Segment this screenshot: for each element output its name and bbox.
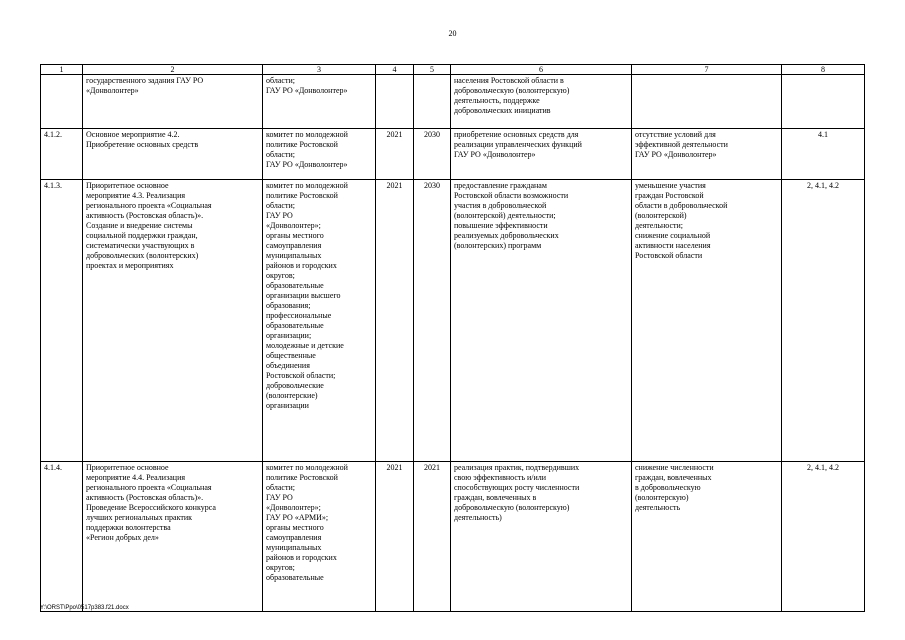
end-year: 2030 [414, 129, 451, 180]
activity-name: Приоритетное основное мероприятие 4.3. Реализация регионального проекта «Социальная активность (Ростовская область)». Создание и внедрение системы социальной поддержки граждан, систематически участвующих в добровольческих (волонтерских) проектах и мероприятиях [83, 180, 263, 462]
column-header: 1 [41, 65, 83, 75]
table-header-row [41, 65, 865, 75]
executor: комитет по молодежной политике Ростовской области; ГАУ РО «Донволонтер» [263, 129, 376, 180]
end-year: 2030 [414, 180, 451, 462]
column-header: 2 [83, 65, 263, 75]
row-number: 4.1.2. [41, 129, 83, 180]
program-activities-table [40, 64, 865, 612]
non-implementation-consequence: отсутствие условий для эффективной деятельности ГАУ РО «Донволонтер» [632, 129, 782, 180]
end-year: 2021 [414, 462, 451, 612]
expected-result: населения Ростовской области в добровольческую (волонтерскую) деятельность, поддержке добровольческих инициатив [451, 75, 632, 129]
table-row [41, 75, 865, 129]
column-header: 7 [632, 65, 782, 75]
activity-name: Приоритетное основное мероприятие 4.4. Реализация регионального проекта «Социальная активность (Ростовская область)». Проведение Всероссийского конкурса лучших региональных практик поддержки волонтерства «Регион добрых дел» [83, 462, 263, 612]
table-row [41, 180, 865, 462]
start-year: 2021 [376, 129, 414, 180]
row-number: 4.1.4. [41, 462, 83, 612]
indicator-link [782, 75, 865, 129]
activity-name: Основное мероприятие 4.2. Приобретение основных средств [83, 129, 263, 180]
executor: комитет по молодежной политике Ростовской области; ГАУ РО «Донволонтер»; ГАУ РО «АРМИ»; органы местного самоуправления муниципальных районов и городских округов; образовательные [263, 462, 376, 612]
start-year: 2021 [376, 462, 414, 612]
table-row [41, 462, 865, 612]
executor: области; ГАУ РО «Донволонтер» [263, 75, 376, 129]
non-implementation-consequence [632, 75, 782, 129]
start-year: 2021 [376, 180, 414, 462]
end-year [414, 75, 451, 129]
non-implementation-consequence: снижение численности граждан, вовлеченных в добровольческую (волонтерскую) деятельность [632, 462, 782, 612]
page-number: 20 [448, 29, 457, 38]
executor: комитет по молодежной политике Ростовской области; ГАУ РО «Донволонтер»; органы местного самоуправления муниципальных районов и городских округов; образовательные организации высшего образования; профессиональные образовательные организации; молодежные и детские общественные объединения Ростовской области; добровольческие (волонтерские) организации [263, 180, 376, 462]
column-header: 8 [782, 65, 865, 75]
expected-result: приобретение основных средств для реализации управленческих функций ГАУ РО «Донволонтер» [451, 129, 632, 180]
column-header: 5 [414, 65, 451, 75]
start-year [376, 75, 414, 129]
table-row [41, 129, 865, 180]
indicator-link: 2, 4.1, 4.2 [782, 462, 865, 612]
file-path-footer: Y:\ORST\Ppo\0517p383.f21.docx [40, 605, 129, 611]
expected-result: реализация практик, подтвердивших свою эффективность и/или способствующих росту численности граждан, вовлеченных в добровольческую (волонтерскую) деятельность) [451, 462, 632, 612]
activity-name: государственного задания ГАУ РО «Донволонтер» [83, 75, 263, 129]
indicator-link: 2, 4.1, 4.2 [782, 180, 865, 462]
column-header: 3 [263, 65, 376, 75]
non-implementation-consequence: уменьшение участия граждан Ростовской области в добровольческой (волонтерской) деятельности; снижение социальной активности населения Ростовской области [632, 180, 782, 462]
column-header: 6 [451, 65, 632, 75]
row-number [41, 75, 83, 129]
expected-result: предоставление гражданам Ростовской области возможности участия в добровольческой (волонтерской) деятельности; повышение эффективности реализуемых добровольческих (волонтерских) программ [451, 180, 632, 462]
indicator-link: 4.1 [782, 129, 865, 180]
row-number: 4.1.3. [41, 180, 83, 462]
column-header: 4 [376, 65, 414, 75]
